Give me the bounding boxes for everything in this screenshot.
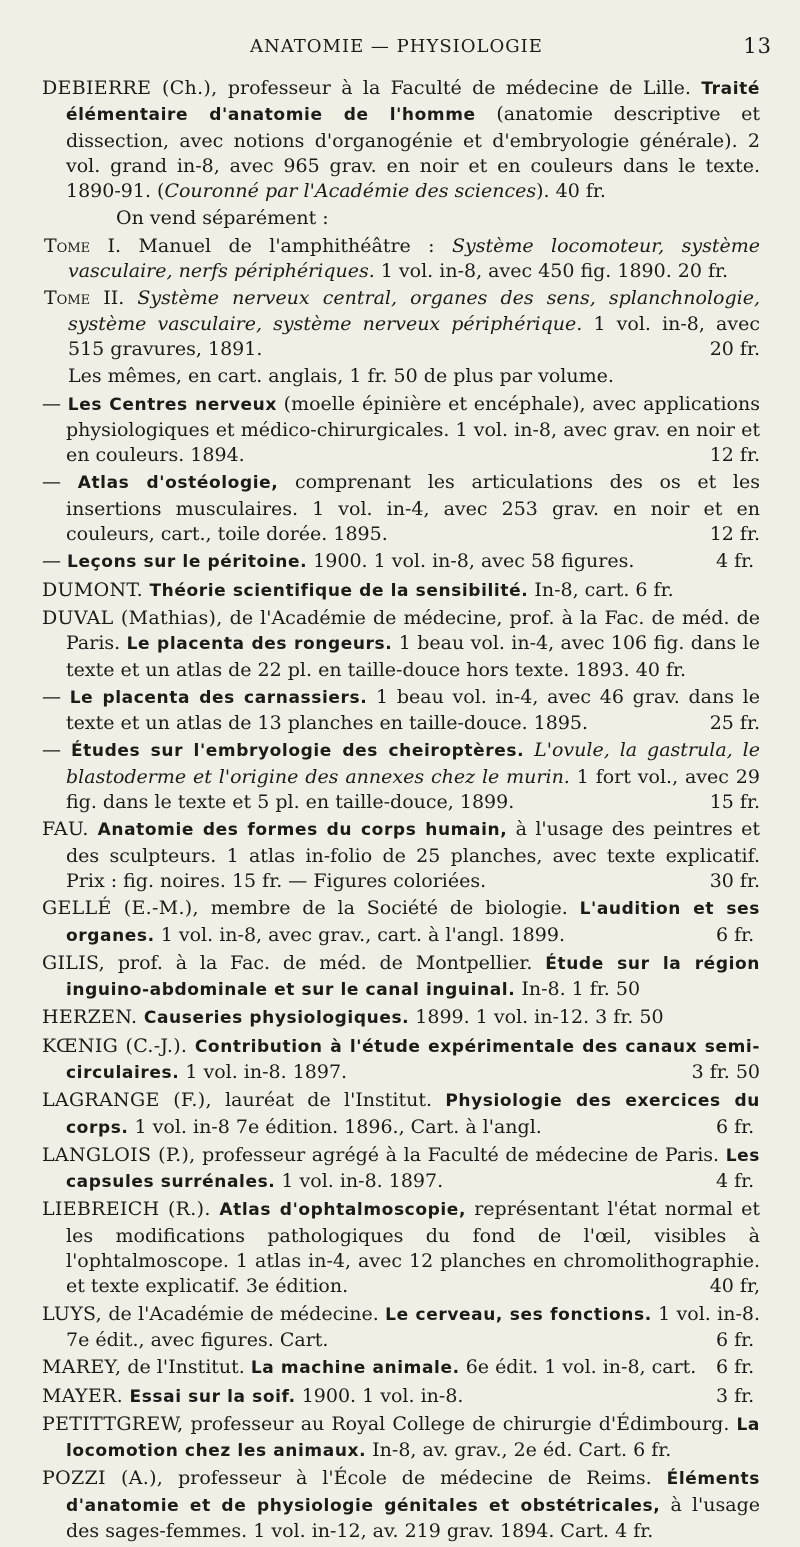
entry-text: ). 40 fr.	[536, 180, 606, 203]
entry-debierre	[42, 76, 760, 204]
entry-text: In-8, av. grav., 2e éd. Cart. 6 fr.	[366, 1439, 672, 1462]
author: PETITTGREW,	[42, 1412, 184, 1435]
entry-text: prof. à la Fac. de méd. de Montpellier.	[104, 951, 546, 974]
author: MAREY,	[42, 1356, 122, 1379]
book-title: Atlas d'ostéologie,	[77, 473, 279, 494]
dash-lead: —	[42, 550, 68, 573]
entry-text: de l'Institut.	[121, 1356, 251, 1379]
book-title: Le cerveau, ses fonctions.	[385, 1304, 652, 1325]
price: 15 fr.	[709, 791, 760, 814]
entry-italic: L'ovule, la gastrula, le blastoderme et l'origine des annexes chez le murin.	[66, 739, 760, 788]
entry-text: In-8. 1 fr. 50	[515, 978, 641, 1001]
price: 30 fr.	[709, 869, 760, 892]
dash-lead: —	[42, 739, 71, 762]
book-title: Les Centres nerveux	[67, 394, 277, 415]
author: POZZI (A.),	[42, 1467, 164, 1490]
book-title: Études sur l'embryologie des cheiroptères.	[70, 741, 525, 762]
entry-pozzi	[42, 1466, 760, 1544]
price: 6 fr.	[715, 1328, 755, 1351]
price: 6 fr.	[715, 1115, 755, 1138]
book-title: Le placenta des rongeurs.	[126, 634, 393, 655]
entry-text: (anatomie descriptive et dissection, avec notions d'organogénie et d'embryologie générale). 2 vol. grand in-8, avec 965 grav. en noir et en couleurs dans le texte. 1890-91. (	[66, 103, 760, 203]
entry-herzen	[42, 1005, 760, 1031]
author: LAGRANGE (F.),	[42, 1089, 212, 1112]
entry-gilis	[42, 951, 760, 1004]
book-title: Étude sur la région inguino-abdominale et sur le canal inguinal.	[66, 953, 760, 1001]
book-title: Essai sur la soif.	[122, 1386, 296, 1407]
price: 20 fr.	[709, 337, 760, 360]
entry-text: professeur à la Faculté de médecine de Lille.	[217, 77, 702, 99]
entry-text: lauréat de l'Institut.	[211, 1089, 446, 1112]
entry-text: à l'usage des sages-femmes. 1 vol. in-12, av. 219 grav. 1894. Cart. 4 fr.	[66, 1493, 760, 1543]
price: 12 fr.	[709, 523, 760, 546]
entry-langlois	[42, 1143, 760, 1196]
entry-luys	[42, 1302, 760, 1354]
running-title: ANATOMIE — PHYSIOLOGIE	[250, 36, 543, 57]
entry-lagrange	[42, 1088, 760, 1141]
book-title: Éléments d'anatomie et de physiologie génitales et obstétricales,	[66, 1469, 760, 1516]
tome-1	[42, 234, 760, 285]
price: 4 fr.	[715, 550, 755, 573]
author: DUMONT.	[42, 578, 143, 601]
entry-italic: Couronné par l'Académie des sciences	[164, 180, 537, 203]
entry-text: (moelle épinière et encéphale), avec applications physiologiques et médico-chirurgicales. 1 vol. in-8, avec grav. en noir et en couleurs. 1894.	[66, 392, 760, 467]
entry-italic: Système locomoteur, système vasculaire, nerfs périphériques.	[68, 234, 760, 283]
book-title: Les capsules surrénales.	[66, 1145, 760, 1193]
entry-text: professeur au Royal College de chirurgie d'Édimbourg.	[183, 1412, 737, 1435]
price: 12 fr.	[709, 444, 760, 467]
book-title: Physiologie des exercices du corps.	[66, 1091, 760, 1138]
entry-text: comprenant les articulations des os et les insertions musculaires. 1 vol. in-4, avec 253 grav. en noir et en couleurs, cart., toile dorée. 1895.	[66, 471, 760, 546]
price: 3 fr.	[715, 1384, 755, 1407]
price: 25 fr.	[709, 712, 760, 735]
author: GELLÉ (E.-M.),	[42, 897, 199, 920]
entry-placenta-carnassiers	[42, 685, 760, 737]
entry-gelle	[42, 896, 760, 949]
entry-petittgrew	[42, 1412, 760, 1465]
dash-lead: —	[42, 685, 70, 708]
entry-text: 1 vol. in-8. 1897.	[179, 1060, 348, 1083]
author: HERZEN.	[42, 1006, 138, 1029]
entry-text: de l'Académie de médecine.	[102, 1302, 386, 1325]
entry-liebreich	[42, 1197, 760, 1299]
author: DUVAL (Mathias),	[42, 606, 223, 629]
separate-sale-note: On vend séparément :	[116, 207, 329, 230]
dash-lead: —	[42, 471, 78, 494]
book-title: Causeries physiologiques.	[137, 1008, 410, 1029]
entry-cheiropteres	[42, 738, 760, 815]
entry-text: 1 vol. in-8. 1897.	[275, 1170, 444, 1193]
entry-text: 1 vol. in-8, avec 450 fig. 1890. 20 fr.	[374, 260, 729, 283]
author: LIEBREICH (R.).	[42, 1198, 211, 1221]
book-title: Théorie scientifique de la sensibilité.	[142, 580, 529, 601]
page-header	[0, 36, 800, 64]
entry-duval	[42, 606, 760, 683]
tome-label: Tome I.	[44, 234, 122, 257]
entry-mayer	[42, 1384, 760, 1410]
book-title: Traité élémentaire d'anatomie de l'homme	[66, 79, 761, 126]
entry-koenig	[42, 1034, 760, 1087]
entry-text: In-8, cart. 6 fr.	[528, 578, 674, 601]
entry-text: à l'usage des peintres et des sculpteurs. 1 atlas in-folio de 25 planches, avec texte explicatif. Prix : fig. noires. 15 fr. — Figures coloriées.	[66, 818, 760, 892]
entry-text: de l'Académie de médecine, prof. à la Fac. de méd. de Paris.	[66, 606, 760, 655]
entry-text: 1899. 1 vol. in-12. 3 fr. 50	[409, 1006, 664, 1029]
page-number: 13	[743, 34, 772, 58]
book-title: Anatomie des formes du corps humain,	[88, 820, 508, 841]
entry-marey	[42, 1355, 760, 1381]
entry-italic: Système nerveux central, organes des sens, splanchnologie, système vasculaire, système nerveux périphérique.	[68, 287, 760, 335]
price: 6 fr.	[715, 923, 755, 946]
book-title: Le placenta des carnassiers.	[69, 687, 368, 708]
entry-text: 1 vol. in-8. 7e édit., avec figures. Cart.	[66, 1302, 761, 1351]
entry-text: 1 beau vol. in-4, avec 106 fig. dans le texte et un atlas de 22 pl. en taille-douce hors texte. 1893. 40 fr.	[66, 632, 761, 681]
author: DEBIERRE (Ch.),	[42, 77, 218, 99]
price: 4 fr.	[715, 1170, 755, 1193]
book-title: L'audition et ses organes.	[66, 899, 760, 946]
entry-text: 1900. 1 vol. in-8.	[295, 1384, 464, 1407]
author: GILIS,	[42, 951, 105, 974]
tome-2	[42, 286, 760, 362]
book-title: Leçons sur le péritoine.	[67, 552, 308, 573]
entry-dumont	[42, 578, 760, 604]
entry-centres-nerveux	[42, 392, 760, 469]
entry-peritoine	[42, 549, 760, 575]
entry-text: 1 beau vol. in-4, avec 46 grav. dans le texte et un atlas de 13 planches en taille-douce. 1895.	[66, 685, 760, 735]
entry-text: 1900. 1 vol. in-8, avec 58 figures.	[307, 550, 635, 573]
book-title: Contribution à l'étude expérimentale des canaux semi-circulaires.	[66, 1036, 760, 1083]
tome-label: Tome II.	[44, 287, 125, 310]
entry-text: professeur agrégé à la Faculté de médecine de Paris.	[195, 1143, 726, 1166]
book-title: La locomotion chez les animaux.	[66, 1414, 760, 1462]
entry-text: 1 vol. in-8, avec grav., cart. à l'angl. 1899.	[154, 923, 565, 946]
author: LUYS,	[42, 1302, 103, 1325]
price: 6 fr.	[715, 1356, 755, 1379]
cart-note: Les mêmes, en cart. anglais, 1 fr. 50 de plus par volume.	[68, 365, 614, 388]
dash-lead: —	[42, 392, 68, 415]
book-title: La machine animale.	[250, 1358, 460, 1379]
author: MAYER.	[42, 1384, 123, 1407]
entry-text: 1 vol. in-8, avec 515 gravures, 1891.	[68, 312, 760, 360]
entry-text: représentant l'état normal et les modifications pathologiques du fond de l'œil, visibles à l'ophtalmoscope. 1 atlas in-4, avec 12 planches en chromolithographie. et texte explicatif. 3e édition.	[66, 1198, 760, 1298]
entry-text: 1 vol. in-8 7e édition. 1896., Cart. à l'angl.	[128, 1115, 542, 1138]
price: 40 fr,	[709, 1275, 760, 1298]
book-title: Atlas d'ophtalmoscopie,	[210, 1200, 466, 1221]
catalogue-body	[42, 76, 760, 1546]
entry-text: membre de la Société de biologie.	[198, 897, 580, 920]
entry-text: Manuel de l'amphithéâtre :	[121, 234, 452, 257]
entry-fau	[42, 817, 760, 894]
entry-text: professeur à l'École de médecine de Reims.	[163, 1467, 667, 1490]
entry-text: 6e édit. 1 vol. in-8, cart.	[459, 1356, 697, 1379]
entry-atlas-osteologie	[42, 470, 760, 547]
author: KŒNIG (C.-J.).	[42, 1034, 188, 1057]
price: 3 fr. 50	[691, 1060, 760, 1083]
author: LANGLOIS (P.),	[42, 1143, 196, 1166]
author: FAU.	[42, 818, 89, 841]
entry-text: 1 fort vol., avec 29 fig. dans le texte et 5 pl. en taille-douce, 1899.	[66, 765, 760, 814]
